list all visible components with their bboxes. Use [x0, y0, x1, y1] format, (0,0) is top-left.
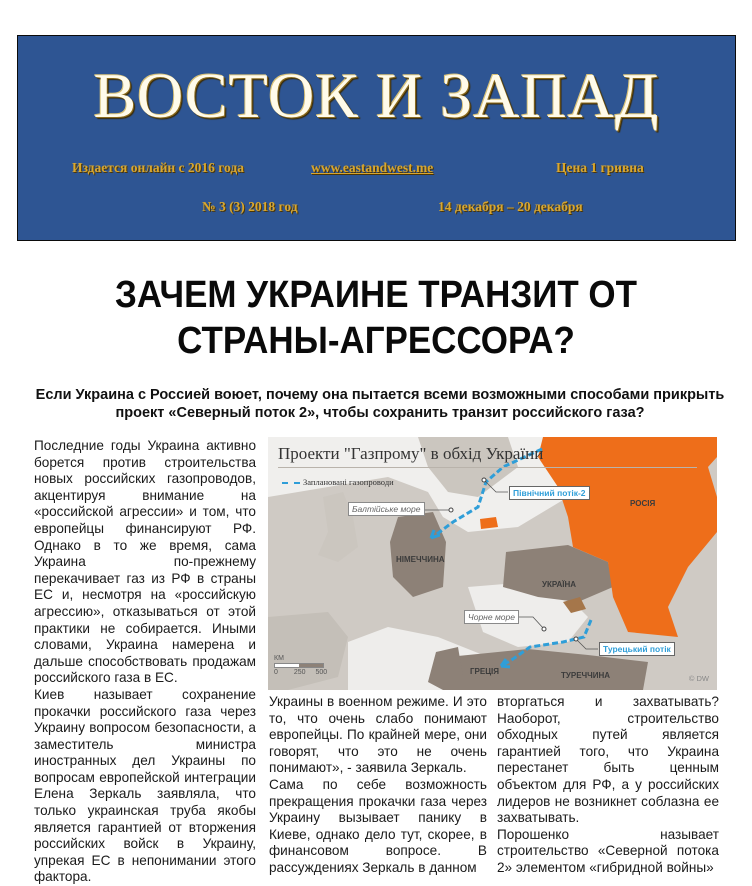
country-ukraine: УКРАЇНА — [542, 580, 577, 589]
country-germany: НІМЕЧЧИНА — [396, 555, 445, 564]
scale-unit: КМ — [274, 655, 284, 662]
issue-dates: 14 декабря – 20 декабря — [438, 199, 583, 214]
article-column-right — [497, 694, 719, 877]
issue-number: № 3 (3) 2018 год — [202, 199, 298, 214]
scale-tick: 500 — [315, 669, 328, 676]
price: Цена 1 гривна — [556, 160, 644, 175]
masthead — [17, 35, 736, 241]
map-legend — [282, 477, 394, 487]
paragraph: Киев называет сохранение прокачки российского газа через Украину вопросом безопасности, а заместитель министра иностранных дел Украины по вопросам европейской интеграции Елена Зеркаль заявляла, что только украинская труба якобы является гарантией от вторжения российских войск в Украину, упрекая ЕС в непонимании этого фактора. — [34, 686, 256, 885]
dashed-line-icon — [282, 482, 300, 484]
article-column-middle — [269, 694, 487, 877]
map-credit: © DW — [688, 674, 709, 683]
paragraph: Порошенко называет строительство «Северной потока 2» элементом «гибридной войны» — [497, 826, 719, 875]
scale-bar — [274, 663, 324, 668]
country-russia: РОСІЯ — [630, 499, 656, 508]
paragraph: Последние годы Украина активно борется против строительства новых российских газопроводов, акцентируя внимание на «российской агрессии» и том, что европейцы финансируют РФ. Однако в то же время, сама Украина по-прежнему перекачивает газ из РФ в страны ЕС и, несмотря на «российскую агрессию», отказываться от этой практики не собирается. Иными словами, Украина намерена и дальше способствовать продажам российского газа в ЕС. — [34, 438, 256, 686]
paragraph: Украины в военном режиме. И это то, что очень слабо понимают европейцы. По крайней мере, они говорят, что это не очень понимают», - заявила Зеркаль. — [269, 694, 487, 776]
newspaper-title: ВОСТОК И ЗАПАД — [93, 60, 660, 131]
map-scale — [274, 655, 327, 676]
label-baltic-sea: Балтійське море — [348, 502, 425, 516]
website-link[interactable]: www.eastandwest.me — [311, 160, 434, 175]
pipeline-map — [268, 437, 717, 690]
label-nord-stream-2: Північний потік-2 — [509, 486, 590, 500]
label-turk-stream: Турецький потік — [599, 642, 675, 656]
country-turkey: ТУРЕЧЧИНА — [561, 671, 611, 680]
published-since: Издается онлайн с 2016 года — [72, 160, 244, 175]
paragraph: вторгаться и захватывать? Наоборот, строительство обходных путей является гарантией того, что Украина перестанет быть ценным объектом для РФ, а у российских лидеров не возникнет соблазна ее захватывать. — [497, 694, 719, 826]
article-headline: ЗАЧЕМ УКРАИНЕ ТРАНЗИТ ОТ СТРАНЫ-АГРЕССОРА? — [115, 274, 637, 362]
article-column-left — [34, 438, 256, 886]
legend-label: Заплановані газопроводи — [303, 477, 394, 487]
country-greece: ГРЕЦІЯ — [470, 667, 500, 676]
scale-tick: 0 — [274, 669, 278, 676]
map-title-rule — [278, 467, 697, 468]
map-title: Проекти "Газпрому" в обхід України — [278, 444, 544, 463]
label-black-sea: Чорне море — [464, 610, 519, 624]
scale-tick: 250 — [293, 669, 306, 676]
article-subhead: Если Украина с Россией воюет, почему она пытается всеми возможными способами прикрыть проект «Северный поток 2», чтобы сохранить транзит российского газа? — [35, 387, 725, 421]
paragraph: Сама по себе возможность прекращения прокачки газа через Украину вызывает панику в Киеве, однако дело тут, скорее, в финансовом вопросе. В рассуждениях Зеркаль в данном — [269, 776, 487, 875]
